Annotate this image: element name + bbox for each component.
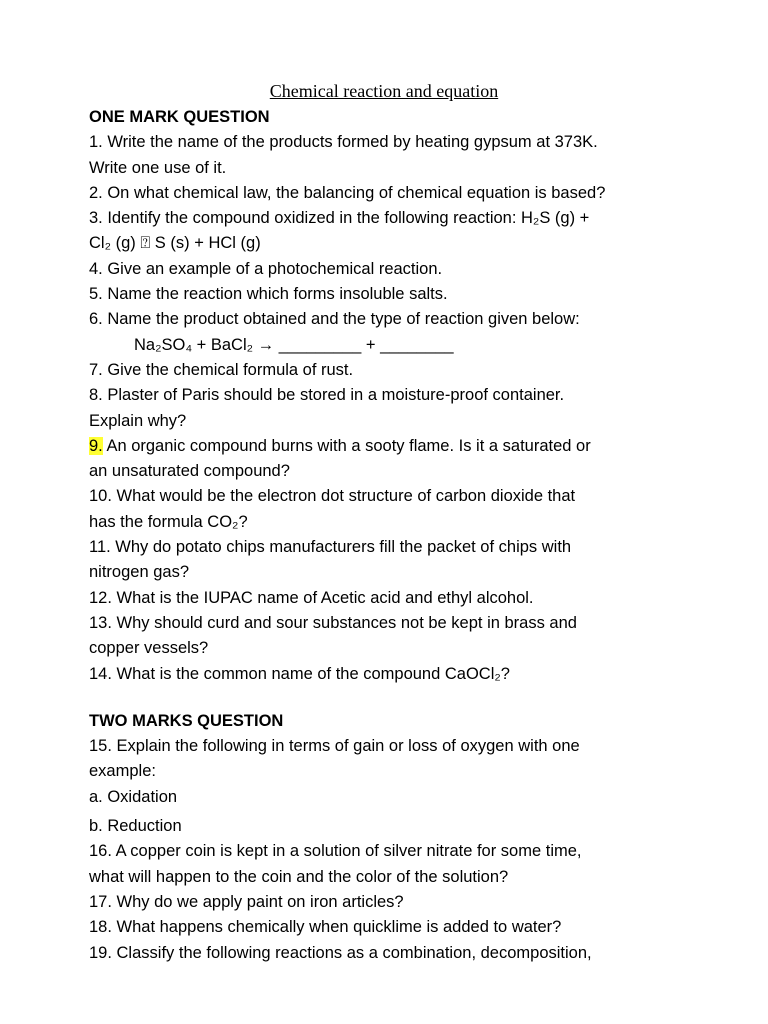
question-11-line-1: 11. Why do potato chips manufacturers fill the packet of chips with [89, 538, 572, 557]
question-7: 7. Give the chemical formula of rust. [89, 360, 354, 379]
question-6-equation: Na₂SO₄ + BaCl₂ → _________ + ________ [134, 335, 454, 354]
question-3-line-1: 3. Identify the compound oxidized in the following reaction: H₂S (g) + [89, 209, 590, 228]
question-17: 17. Why do we apply paint on iron articles? [89, 892, 404, 911]
question-5: 5. Name the reaction which forms insoluble salts. [89, 285, 448, 304]
question-3-line-2: Cl₂ (g) ⍰ S (s) + HCl (g) [89, 234, 261, 253]
question-15-option-a: a. Oxidation [89, 787, 178, 806]
question-list [89, 105, 689, 966]
question-12: 12. What is the IUPAC name of Acetic acid and ethyl alcohol. [89, 588, 534, 607]
question-1-line-2: Write one use of it. [89, 158, 227, 177]
question-13-line-1: 13. Why should curd and sour substances not be kept in brass and [89, 613, 577, 632]
question-9-line-2: an unsaturated compound? [89, 462, 290, 481]
question-8-line-1: 8. Plaster of Paris should be stored in a moisture-proof container. [89, 386, 565, 405]
question-10-line-2: has the formula CO₂? [89, 512, 248, 531]
question-9-text: An organic compound burns with a sooty flame. Is it a saturated or [102, 436, 591, 455]
question-9-line-1 [89, 434, 689, 459]
question-19-line-1: 19. Classify the following reactions as a combination, decomposition, [89, 943, 592, 962]
question-1-line-1: 1. Write the name of the products formed by heating gypsum at 373K. [89, 133, 598, 152]
section-heading-one-mark: ONE MARK QUESTION [89, 108, 270, 126]
question-2: 2. On what chemical law, the balancing of chemical equation is based? [89, 183, 606, 202]
question-18: 18. What happens chemically when quicklime is added to water? [89, 918, 562, 937]
question-15-option-b: b. Reduction [89, 817, 182, 836]
question-15-line-1: 15. Explain the following in terms of gain or loss of oxygen with one [89, 737, 580, 756]
question-11-line-2: nitrogen gas? [89, 563, 189, 582]
question-9-number-highlight: 9. [89, 436, 103, 455]
section-spacer [89, 687, 689, 709]
document-title: Chemical reaction and equation [269, 81, 499, 101]
question-13-line-2: copper vessels? [89, 639, 209, 658]
question-14: 14. What is the common name of the compound CaOCl₂? [89, 664, 510, 683]
question-15-line-2: example: [89, 762, 156, 781]
question-6-line-1: 6. Name the product obtained and the type of reaction given below: [89, 310, 580, 329]
question-16-line-2: what will happen to the coin and the color of the solution? [89, 867, 509, 886]
question-4: 4. Give an example of a photochemical reaction. [89, 259, 443, 278]
question-8-line-2: Explain why? [89, 411, 187, 430]
question-16-line-1: 16. A copper coin is kept in a solution of silver nitrate for some time, [89, 842, 582, 861]
question-10-line-1: 10. What would be the electron dot structure of carbon dioxide that [89, 487, 576, 506]
section-heading-two-marks: TWO MARKS QUESTION [89, 711, 284, 730]
